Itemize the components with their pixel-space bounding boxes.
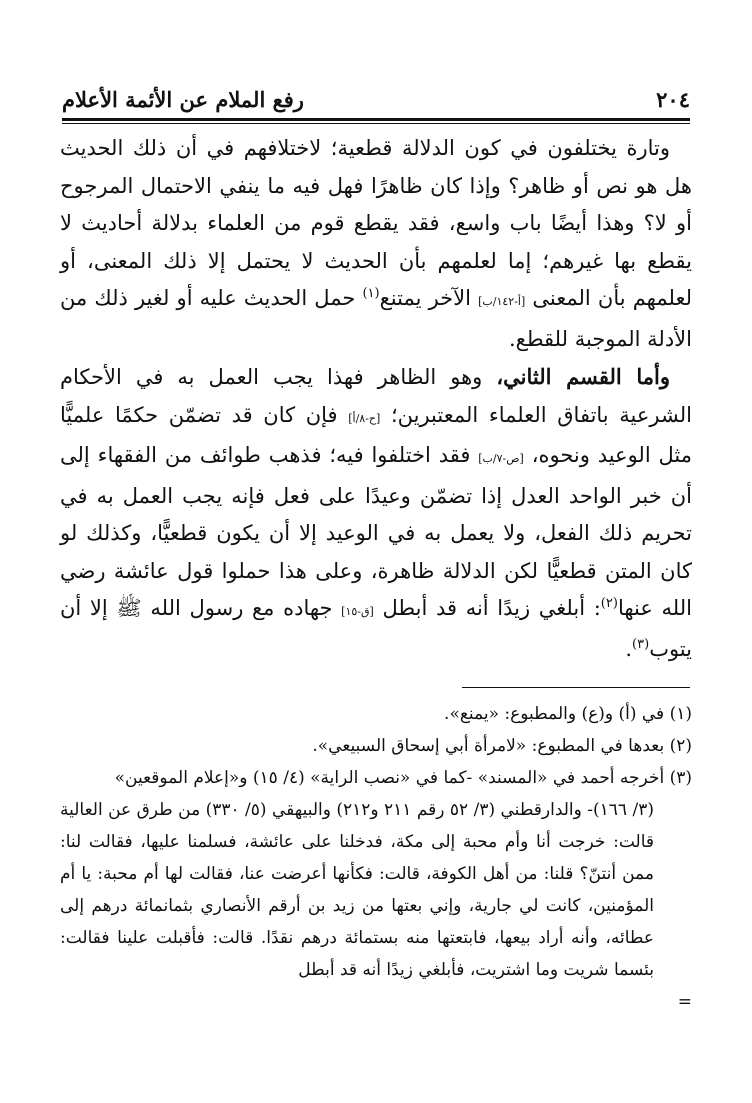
manuscript-marker: [أ-١٤٢/ب] [478,295,526,308]
text-run: الآخر يمتنع [379,286,471,310]
footnote-ref-2: (٢) [600,596,618,611]
text-run: فقد اختلفوا فيه؛ فذهب طوائف من الفقهاء إلى أن خبر الواحد العدل إذا تضمّن وعيدًا على فعل فإنه يجب العمل به في تحريم ذلك الفعل، ولا يعمل به في الوعيد إلا أن يكون قطعيًّا، وكذلك لو كان المتن قطعيًّا لكن الدلالة ظاهرة، وعلى هذا حملوا قول عائشة رضي الله عنها [60,443,692,620]
manuscript-marker: [ق-١٥] [341,605,374,618]
manuscript-marker: [ح-٨/أ] [348,411,381,425]
section-lead: وأما القسم الثاني، [496,364,670,389]
page-number: ٢٠٤ [656,86,690,112]
text-run: جهاده مع رسول الله ﷺ إلا أن يتوب [60,596,692,661]
text-run: حمل الحديث عليه أو لغير ذلك من الأدلة الموجبة للقطع. [60,286,692,351]
text-run: : أبلغي زيدًا أنه قد أبطل [382,596,601,620]
footnote-2: (٢) بعدها في المطبوع: «لامرأة أبي إسحاق السبيعي». [312,736,692,756]
text-run: وتارة يختلفون في كون الدلالة قطعية؛ لاختلافهم في أن ذلك الحديث هل هو نص أو ظاهر؟ وإذا كان ظاهرًا فهل فيه ما ينفي الاحتمال المرجوح أو لا؟ وهذا أيضًا باب واسع، فقد يقطع قوم من العلماء بدلالة أحاديث لا يقطع بها غيرهم؛ إما لعلمهم بأن الحديث لا يحتمل إلا ذلك المعنى، أو لعلمهم بأن المعنى [60,136,692,310]
footnote-ref-3: (٣) [632,636,650,652]
footnote-1: (١) في (أ) و(ع) والمطبوع: «يمنع». [444,704,692,724]
text-run: وهو الظاهر فهذا يجب العمل به في الأحكام الشرعية باتفاق العلماء المعتبرين؛ [60,365,692,427]
footnotes [60,698,692,1018]
text-run: فإن كان قد تضمّن حكمًا علميًّا مثل الوعيد ونحوه، [60,402,692,467]
footnote-separator [462,687,690,688]
book-title: رفع الملام عن الأئمة الأعلام [62,86,304,112]
footnote-3-first-line: (٣) أخرجه أحمد في «المسند» -كما في «نصب الراية» (٤/ ١٥) و«إعلام الموقعين» [114,768,692,788]
running-header [62,84,690,114]
main-text [60,130,692,668]
footnote-3-body: (٣/ ١٦٦)- والدارقطني (٣/ ٥٢ رقم ٢١١ و٢١٢) والبيهقي (٥/ ٣٣٠) من طرق عن العالية قالت: خرجت أنا وأم محبة إلى مكة، فدخلنا على عائشة، فسلمنا عليها، فقالت لنا: ممن أنتنّ؟ قلنا: من أهل الكوفة، قالت: فكأنها أعرضت عنا، فقالت لها أم محبة: يا أم المؤمنين، كانت لي جارية، وإني بعتها من زيد بن أرقم الأنصاري بثمانمائة درهم إلى عطائه، وأنه أراد بيعها، فابتعتها منه بستمائة درهم نقدًا. قالت: فأقبلت علينا فقالت: بئسما شريت وما اشتريت، فأبلغي زيدًا أنه قد أبطل [60,800,654,980]
manuscript-marker: [ص-٧/ب] [478,452,524,465]
paragraph-2 [60,358,692,668]
text-run: . [625,636,633,661]
header-rule [62,118,690,124]
continuation-mark: = [677,992,692,1012]
paragraph-1 [60,130,692,358]
footnote-ref-1: (١) [362,286,380,301]
